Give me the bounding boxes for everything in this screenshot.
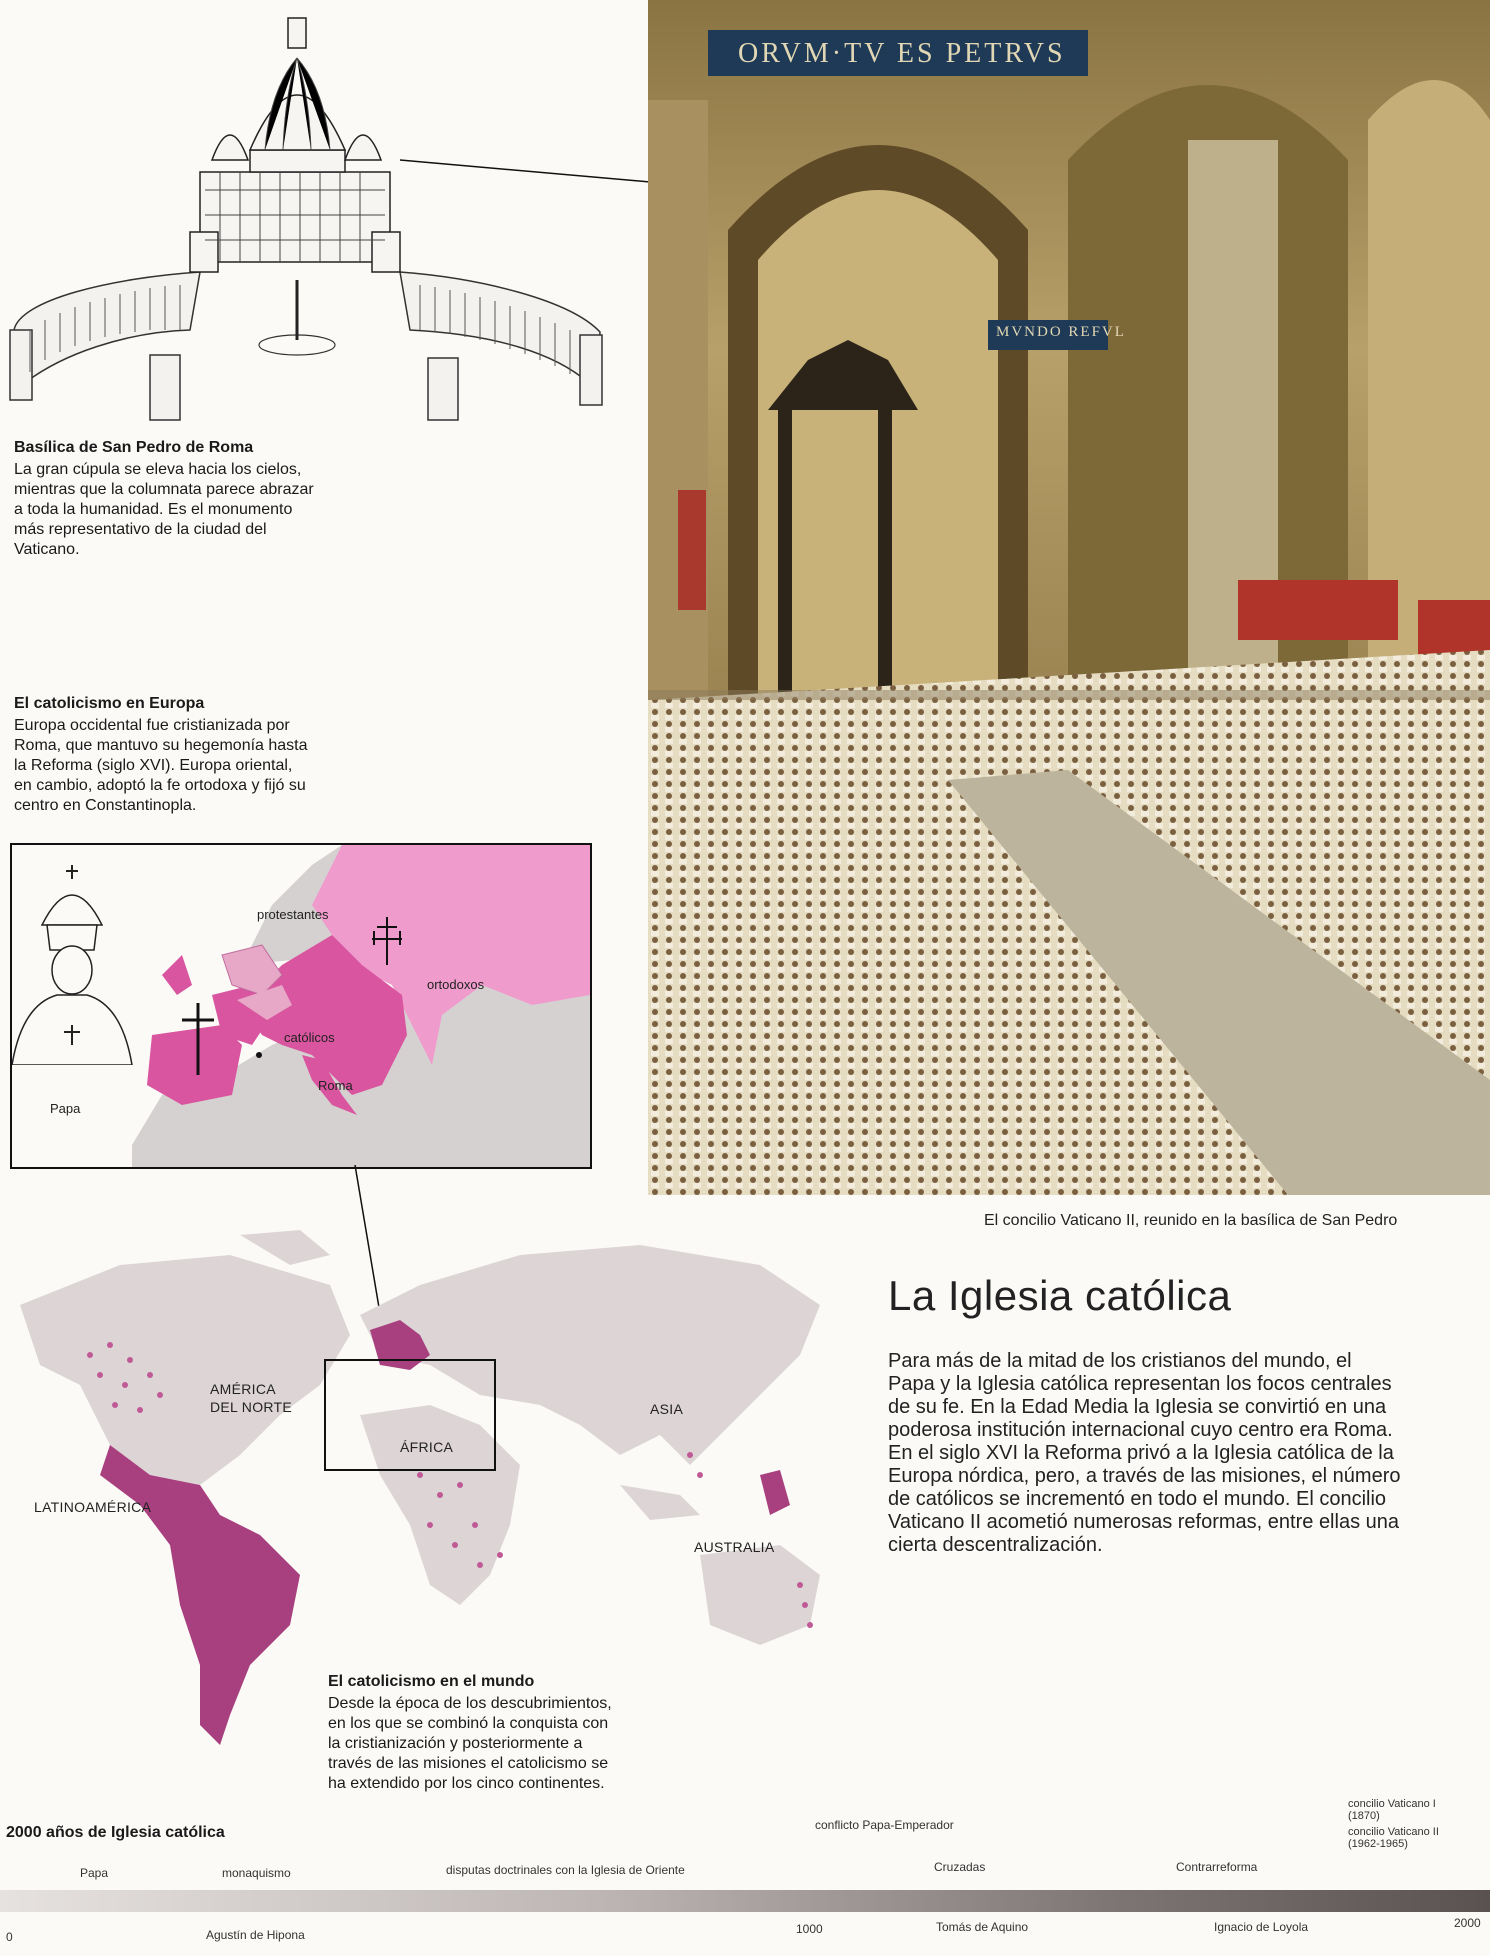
tl-tomas: Tomás de Aquino — [936, 1920, 1029, 1934]
tl-vaticano2: concilio Vaticano II (1962-1965) — [1348, 1826, 1439, 1850]
tl-cruzadas: Cruzadas — [934, 1860, 986, 1874]
timeline-title: 2000 años de Iglesia católica — [6, 1824, 225, 1841]
label-catolicos: católicos — [284, 1030, 335, 1045]
label-latinoamerica: LATINOAMÉRICA — [34, 1499, 152, 1515]
world-caption-body: Desde la época de los descubrimientos, en los que se combinó la conquista con la cristianización y posteriormente a través de las misiones el catolicismo se ha extendido por los cinco continentes. — [328, 1695, 612, 1792]
timeline-bar — [0, 1890, 1490, 1912]
tl-agustin: Agustín de Hipona — [206, 1928, 305, 1942]
label-papa: Papa — [50, 1101, 81, 1116]
tl-disputas: disputas doctrinales con la Iglesia de Oriente — [446, 1863, 685, 1877]
tl-year-2000: 2000 — [1454, 1916, 1481, 1930]
europe-caption-body: Europa occidental fue cristianizada por Roma, que mantuvo su hegemonía hasta la Reforma (siglo XVI). Europa oriental, en cambio, adoptó la fe ortodoxa y fijó su centro en Constantinopla. — [14, 717, 308, 814]
world-caption-title: El catolicismo en el mundo — [328, 1673, 535, 1690]
tl-contrarreforma: Contrarreforma — [1176, 1860, 1258, 1874]
australia-land — [700, 1545, 820, 1645]
tl-vaticano1: concilio Vaticano I (1870) — [1348, 1798, 1436, 1822]
label-australia: AUSTRALIA — [694, 1539, 775, 1555]
basilica-illustration — [0, 0, 660, 440]
inscription-mid: MVNDO REFVL — [996, 324, 1126, 340]
label-africa: ÁFRICA — [400, 1439, 454, 1455]
roma-dot — [256, 1052, 262, 1058]
council-photo — [648, 0, 1490, 1195]
tl-year-1000: 1000 — [796, 1922, 823, 1936]
tl-monaquismo: monaquismo — [222, 1866, 291, 1880]
basilica-caption-title: Basílica de San Pedro de Roma — [14, 439, 254, 456]
label-asia: ASIA — [650, 1401, 684, 1417]
tl-papa: Papa — [80, 1866, 109, 1880]
label-roma: Roma — [318, 1078, 353, 1093]
pope-illustration — [12, 865, 162, 1065]
north-america-land — [20, 1255, 350, 1485]
europe-map — [10, 843, 592, 1169]
tl-ignacio: Ignacio de Loyola — [1214, 1920, 1309, 1934]
europe-caption-title: El catolicismo en Europa — [14, 695, 205, 712]
main-body-text: Para más de la mitad de los cristianos del mundo, el Papa y la Iglesia católica representan los focos centrales de su fe. En la Edad Media la Iglesia se convirtió en una poderosa institución internacional cuyo centro era Roma. En el siglo XVI la Reforma privó a la Iglesia católica de la Europa nórdica, pero, a través de las misiones, el número de católicos se incrementó en todo el mundo. El concilio Vaticano II acometió numerosas reformas, entre ellas una cierta descentralización. — [888, 1350, 1401, 1556]
label-protestantes: protestantes — [257, 907, 329, 922]
label-america-norte: AMÉRICA DEL NORTE — [210, 1381, 293, 1415]
photo-caption: El concilio Vaticano II, reunido en la basílica de San Pedro — [984, 1212, 1398, 1229]
label-ortodoxos: ortodoxos — [427, 977, 485, 992]
tl-conflicto: conflicto Papa-Emperador — [815, 1818, 954, 1832]
tl-year-0: 0 — [6, 1930, 13, 1944]
basilica-caption-body: La gran cúpula se eleva hacia los cielos, mientras que la columnata parece abrazar a toda la humanidad. Es el monumento más representativo de la ciudad del Vaticano. — [14, 461, 314, 558]
page-title: La Iglesia católica — [888, 1272, 1232, 1319]
latin-america-region — [100, 1445, 300, 1745]
inscription-top: ORVM·TV ES PETRVS — [738, 38, 1066, 69]
